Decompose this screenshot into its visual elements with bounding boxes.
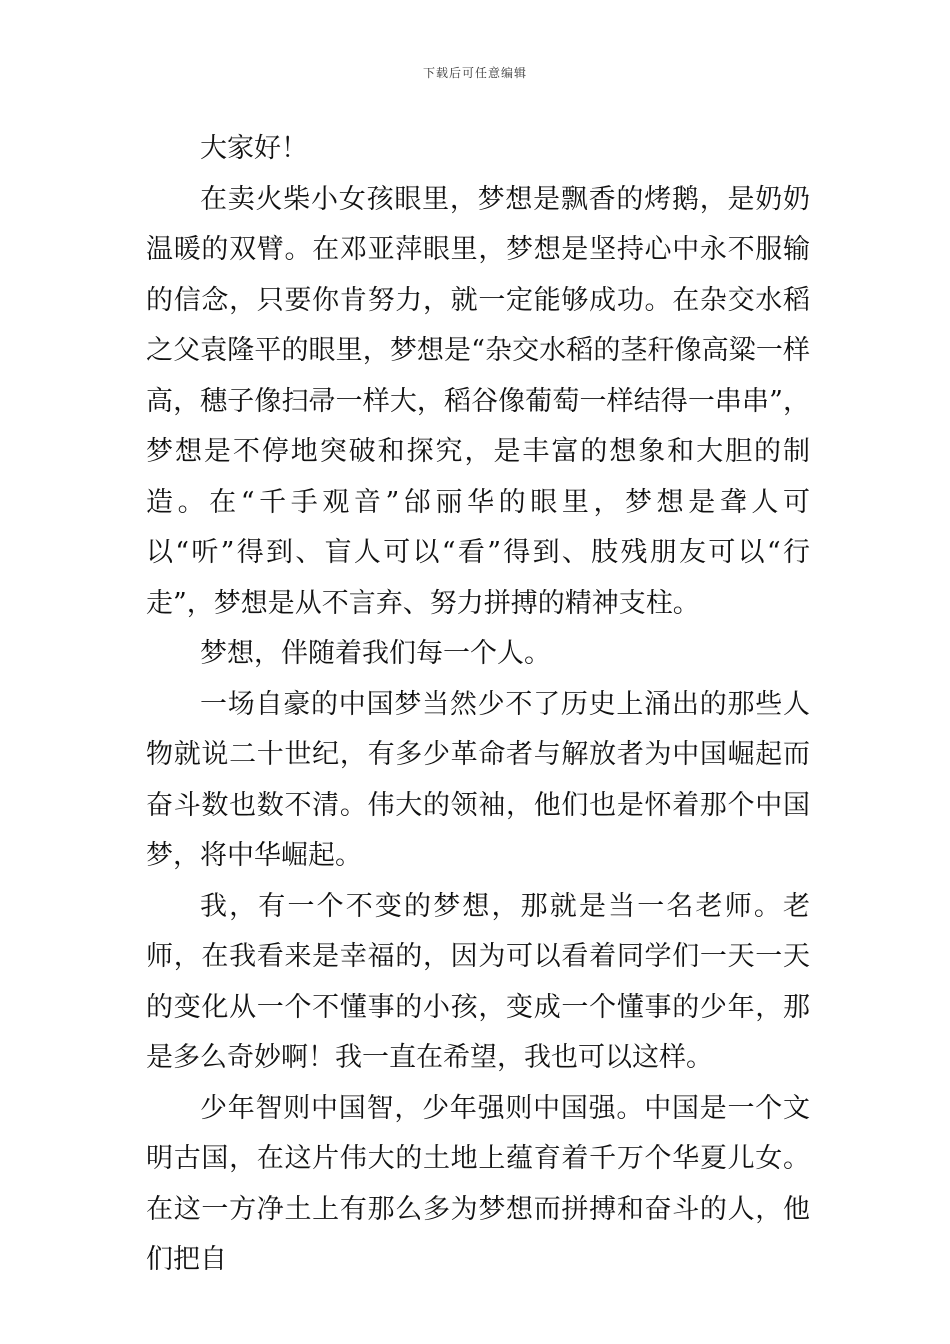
document-body: [146, 124, 810, 1286]
paragraph-greeting: 大家好！: [200, 133, 308, 164]
header-note: 下载后可任意编辑: [422, 66, 527, 80]
paragraph-china-dream-history: 一场自豪的中国梦当然少不了历史上涌出的那些人物就说二十世纪，有多少革命者与解放者为中国崛起而奋斗数也数不清。伟大的领袖，他们也是怀着那个中国梦，将中华崛起。: [146, 688, 810, 871]
paragraph-youth-strength: 少年智则中国智，少年强则中国强。中国是一个文明古国，在这片伟大的土地上蕴育着千万个华夏儿女。在这一方净土上有那么多为梦想而拼搏和奋斗的人，他们把自: [146, 1092, 810, 1275]
paragraph-dream-examples: 在卖火柴小女孩眼里，梦想是飘香的烤鹅，是奶奶温暖的双臂。在邓亚萍眼里，梦想是坚持心中永不服输的信念，只要你肯努力，就一定能够成功。在杂交水稻之父袁隆平的眼里，梦想是“杂交水稻的茎秆像高粱一样高，穗子像扫帚一样大，稻谷像葡萄一样结得一串串”，梦想是不停地突破和探究，是丰富的想象和大胆的制造。在“千手观音”邰丽华的眼里，梦想是聋人可以“听”得到、盲人可以“看”得到、肢残朋友可以“行走”，梦想是从不言弃、努力拼搏的精神支柱。: [146, 183, 810, 619]
paragraph-dream-accompanies: 梦想，伴随着我们每一个人。: [200, 638, 551, 669]
paragraph-teacher-dream: 我，有一个不变的梦想，那就是当一名老师。老师，在我看来是幸福的，因为可以看着同学们一天一天的变化从一个不懂事的小孩，变成一个懂事的少年，那是多么奇妙啊！我一直在希望，我也可以这样。: [146, 890, 810, 1073]
